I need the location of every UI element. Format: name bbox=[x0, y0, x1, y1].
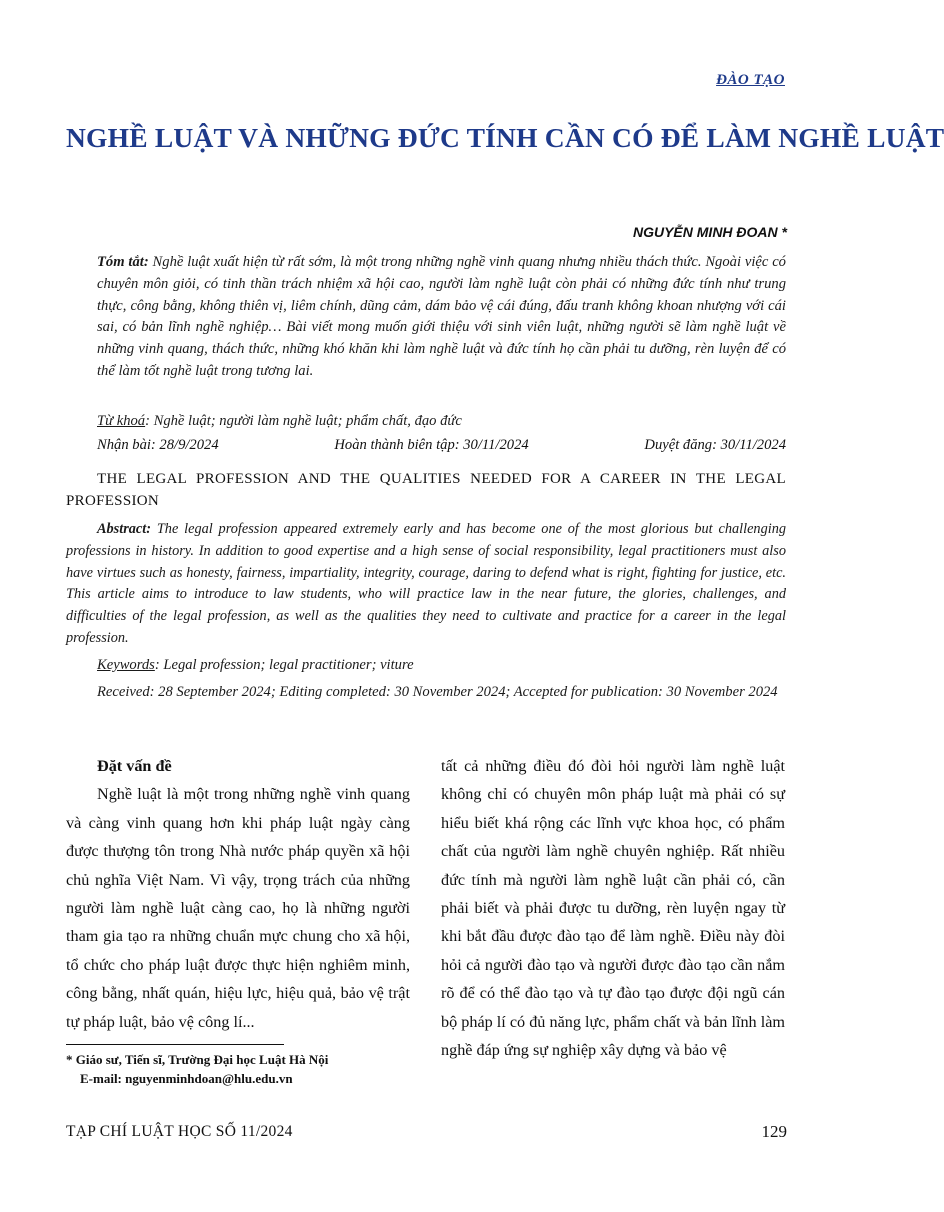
section-tag: ĐÀO TẠO bbox=[716, 72, 785, 88]
footnote-affiliation: * Giáo sư, Tiến sĩ, Trường Đại học Luật Hà Nội bbox=[66, 1052, 329, 1067]
keywords-en-label: Keywords bbox=[97, 657, 155, 673]
date-edited-vn: Hoàn thành biên tập: 30/11/2024 bbox=[334, 437, 529, 453]
keywords-vn bbox=[97, 411, 786, 433]
article-title: NGHỀ LUẬT VÀ NHỮNG ĐỨC TÍNH CẦN CÓ ĐỂ LÀM NGHỀ LUẬT bbox=[66, 122, 944, 153]
abstract-en bbox=[66, 519, 786, 650]
dates-vn bbox=[97, 437, 786, 454]
abstract-vn bbox=[97, 252, 786, 383]
received-en: Received: 28 September 2024; Editing completed: 30 November 2024; Accepted for publication: 30 November 2024 bbox=[97, 684, 778, 700]
english-title: THE LEGAL PROFESSION AND THE QUALITIES NEEDED FOR A CAREER IN THE LEGAL PROFESSION bbox=[66, 471, 786, 509]
body-column-right bbox=[441, 752, 785, 1064]
keywords-vn-text: : Nghề luật; người làm nghề luật; phẩm chất, đạo đức bbox=[145, 413, 462, 429]
page-number: 129 bbox=[761, 1122, 787, 1141]
section-heading: Đặt vấn đề bbox=[97, 757, 172, 775]
footnote-email: E-mail: nguyenminhdoan@hlu.edu.vn bbox=[80, 1071, 293, 1086]
keywords-vn-label: Từ khoá bbox=[97, 413, 146, 429]
author-name: NGUYỄN MINH ĐOAN * bbox=[632, 224, 787, 240]
body-paragraph-left: Nghề luật là một trong những nghề vinh quang và càng vinh quang hơn khi pháp luật ngày càng được thượng tôn trong Nhà nước pháp quyền xã hội chủ nghĩa Việt Nam. Vì vậy, trọng trách của những người làm nghề luật càng cao, họ là những người tham gia tạo ra những chuẩn mực chung cho xã hội, tổ chức cho pháp luật được thực hiện nghiêm minh, công bằng, nhất quán, hiệu lực, hiệu quả, bảo vệ trật tự pháp luật, bảo vệ công lí... bbox=[66, 785, 410, 1031]
date-received-vn: Nhận bài: 28/9/2024 bbox=[97, 437, 219, 453]
footnote-divider bbox=[66, 1044, 284, 1045]
abstract-en-text: The legal profession appeared extremely early and has become one of the most glorious but challenging professions in history. In addition to good expertise and a high sense of social responsibility, legal practitioners must also have virtues such as honesty, fairness, impartiality, integrity, courage, daring to defend what is right, fighting for justice, etc. This article aims to introduce to law students, who will practice law in the near future, the glories, challenges, and difficulties of the legal profession, as well as the qualities they need to cultivate and practice for a career in the legal profession. bbox=[66, 521, 786, 646]
abstract-vn-text: Nghề luật xuất hiện từ rất sớm, là một trong những nghề vinh quang nhưng nhiều thách thức. Ngoài việc có chuyên môn giỏi, có tinh thần trách nhiệm xã hội cao, người làm nghề luật còn phải có những đức tính như trung thực, công bằng, không thiên vị, liêm chính, dũng cảm, dám bảo vệ cái đúng, đấu tranh không khoan nhượng với cái sai, có bản lĩnh nghề nghiệp… Bài viết mong muốn giới thiệu với sinh viên luật, những người sẽ làm nghề luật về những vinh quang, thách thức, những khó khăn khi làm nghề luật và đức tính họ cần phải tu dưỡng, rèn luyện để có thể làm tốt nghề luật trong tương lai. bbox=[97, 254, 786, 379]
abstract-vn-label: Tóm tắt: bbox=[97, 254, 149, 270]
date-accepted-vn: Duyệt đăng: 30/11/2024 bbox=[644, 437, 786, 453]
keywords-en bbox=[66, 655, 786, 677]
footnote bbox=[66, 1050, 426, 1088]
body-column-left bbox=[66, 752, 410, 1036]
abstract-en-label: Abstract: bbox=[97, 521, 152, 537]
footer-journal-name: TẠP CHÍ LUẬT HỌC SỐ 11/2024 bbox=[66, 1123, 293, 1140]
keywords-en-text: : Legal profession; legal practitioner; viture bbox=[154, 657, 414, 673]
body-paragraph-right: tất cả những điều đó đòi hỏi người làm nghề luật không chỉ có chuyên môn pháp luật mà phải có sự hiểu biết khá rộng các lĩnh vực khoa học, có phẩm chất của người làm nghề chuyên nghiệp. Rất nhiều đức tính mà người làm nghề luật cần phải có, cần phải biết và phải được tu dưỡng, rèn luyện ngay từ khi bắt đầu được đào tạo để làm nghề. Điều này đòi hỏi cả người đào tạo và người được đào tạo cần nắm rõ để có thể đào tạo và tự đào tạo được đội ngũ cán bộ pháp lí có đủ năng lực, phẩm chất và bản lĩnh làm nghề đáp ứng sự nghiệp xây dựng và bảo vệ bbox=[441, 757, 785, 1060]
